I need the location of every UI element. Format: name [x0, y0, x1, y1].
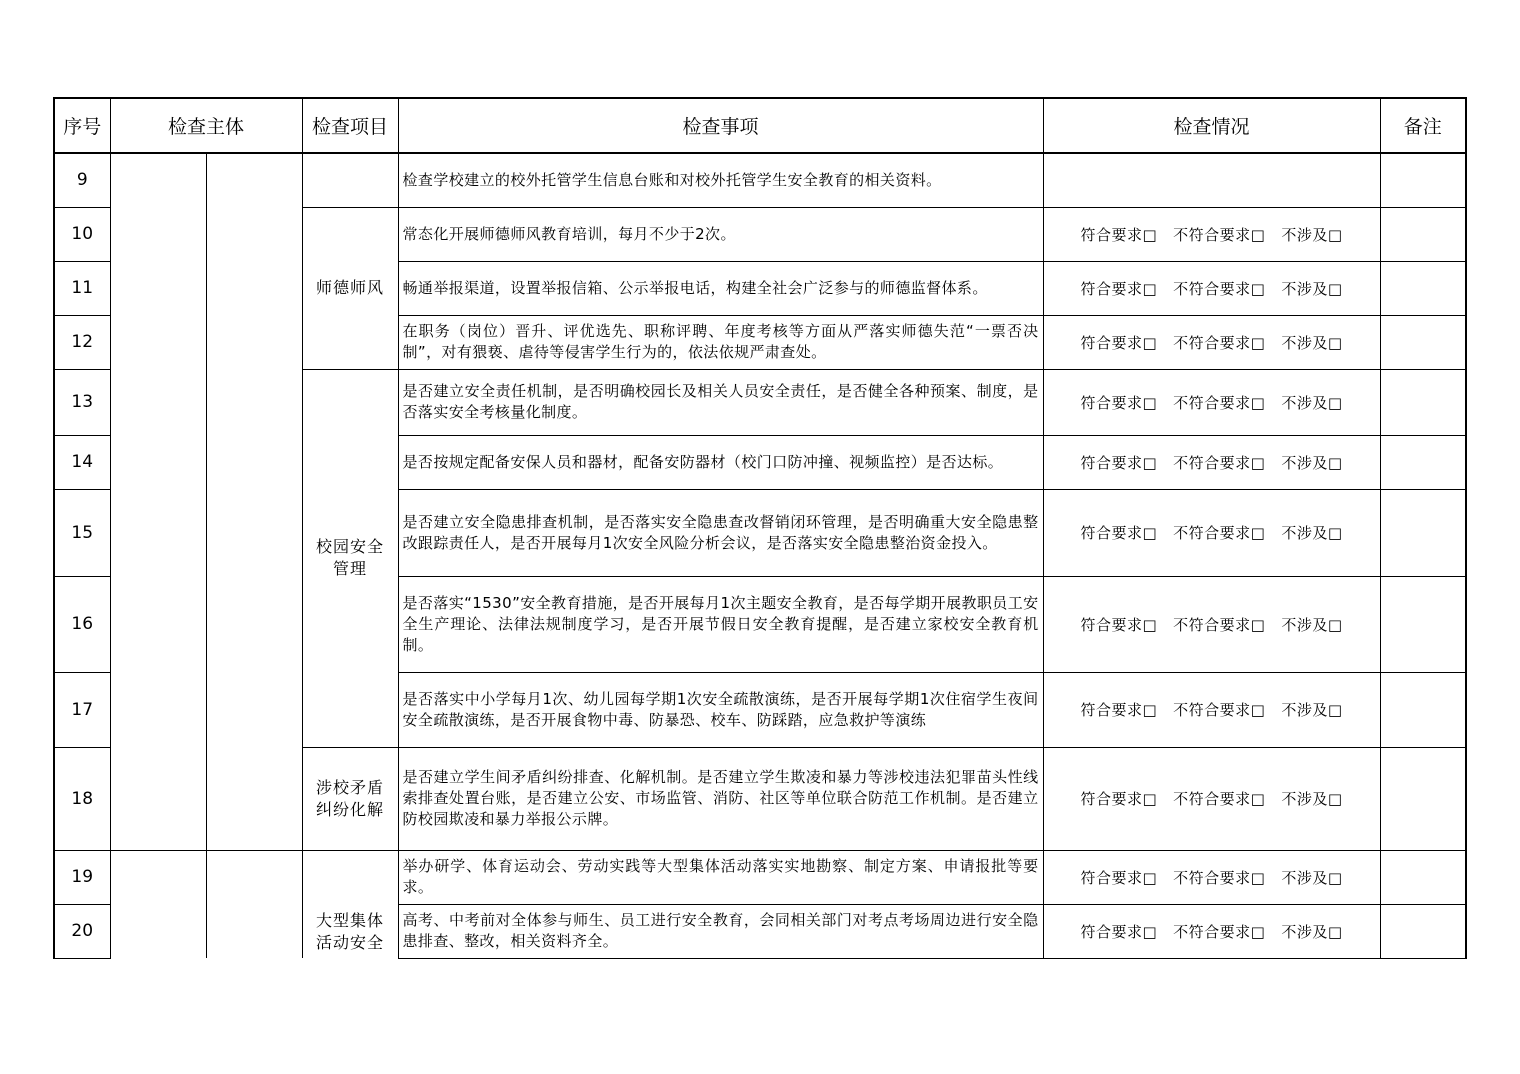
remark-cell	[1380, 369, 1466, 435]
status-not-ok-checkbox[interactable]: 不符合要求□	[1173, 701, 1266, 719]
status-cell	[1043, 576, 1380, 672]
table-row	[54, 153, 1466, 207]
header-matter: 检查事项	[398, 98, 1043, 153]
status-not-ok-checkbox[interactable]: 不符合要求□	[1173, 393, 1266, 412]
status-cell	[1043, 369, 1380, 435]
remark-cell	[1380, 315, 1466, 369]
group-campus-safety-label: 校园安全管理	[316, 537, 385, 578]
row-number: 20	[54, 904, 110, 958]
group-large-activity-label: 大型集体活动安全	[316, 911, 385, 952]
group-dispute-label: 涉校矛盾纠纷化解	[316, 777, 385, 819]
remark-cell	[1380, 904, 1466, 958]
status-na-checkbox[interactable]: 不涉及□	[1281, 225, 1343, 244]
status-cell-empty	[1043, 153, 1380, 207]
remark-cell	[1380, 850, 1466, 904]
status-ok-checkbox[interactable]: 符合要求□	[1080, 524, 1158, 542]
header-status: 检查情况	[1043, 98, 1380, 153]
header-item: 检查项目	[302, 98, 398, 153]
remark-cell	[1380, 207, 1466, 261]
matter-cell: 是否落实“1530”安全教育措施，是否开展每月1次主题安全教育，是否每学期开展教职员工安全生产理论、法律法规制度学习，是否开展节假日安全教育提醒，是否建立家校安全教育机制。	[398, 576, 1043, 672]
matter-cell: 是否建立安全责任机制，是否明确校园长及相关人员安全责任，是否健全各种预案、制度，是否落实安全考核量化制度。	[398, 369, 1043, 435]
status-not-ok-checkbox[interactable]: 不符合要求□	[1173, 868, 1266, 887]
group-teacher-ethics: 师德师风	[302, 207, 398, 369]
status-not-ok-checkbox[interactable]: 不符合要求□	[1173, 453, 1266, 472]
status-na-checkbox[interactable]: 不涉及□	[1281, 393, 1343, 412]
matter-cell: 是否建立安全隐患排查机制，是否落实安全隐患查改督销闭环管理，是否明确重大安全隐患整改跟踪责任人，是否开展每月1次安全风险分析会议，是否落实安全隐患整治资金投入。	[398, 489, 1043, 576]
status-cell	[1043, 261, 1380, 315]
status-ok-checkbox[interactable]: 符合要求□	[1080, 225, 1158, 244]
status-ok-checkbox[interactable]: 符合要求□	[1080, 615, 1158, 634]
status-na-checkbox[interactable]: 不涉及□	[1281, 615, 1343, 634]
subject-cell-a	[110, 153, 206, 850]
row-number: 12	[54, 315, 110, 369]
status-ok-checkbox[interactable]: 符合要求□	[1080, 868, 1158, 887]
inspection-table	[53, 97, 1467, 959]
status-not-ok-checkbox[interactable]: 不符合要求□	[1173, 225, 1266, 244]
status-ok-checkbox[interactable]: 符合要求□	[1080, 701, 1158, 719]
row-number: 18	[54, 747, 110, 850]
item-cell-empty	[302, 153, 398, 207]
status-cell	[1043, 315, 1380, 369]
status-na-checkbox[interactable]: 不涉及□	[1281, 922, 1343, 941]
status-na-checkbox[interactable]: 不涉及□	[1281, 524, 1343, 542]
header-remark: 备注	[1380, 98, 1466, 153]
remark-cell	[1380, 261, 1466, 315]
status-not-ok-checkbox[interactable]: 不符合要求□	[1173, 790, 1266, 808]
status-cell	[1043, 489, 1380, 576]
status-ok-checkbox[interactable]: 符合要求□	[1080, 279, 1158, 298]
table-row	[54, 850, 1466, 904]
matter-cell: 是否按规定配备安保人员和器材，配备安防器材（校门口防冲撞、视频监控）是否达标。	[398, 435, 1043, 489]
status-ok-checkbox[interactable]: 符合要求□	[1080, 393, 1158, 412]
status-cell	[1043, 672, 1380, 747]
row-number: 9	[54, 153, 110, 207]
matter-cell: 是否落实中小学每月1次、幼儿园每学期1次安全疏散演练，是否开展每学期1次住宿学生夜间安全疏散演练，是否开展食物中毒、防暴恐、校车、防踩踏，应急救护等演练	[398, 672, 1043, 747]
status-na-checkbox[interactable]: 不涉及□	[1281, 868, 1343, 887]
header-subject: 检查主体	[110, 98, 302, 153]
group-large-activity	[302, 850, 398, 958]
remark-cell	[1380, 153, 1466, 207]
status-cell	[1043, 435, 1380, 489]
matter-cell: 检查学校建立的校外托管学生信息台账和对校外托管学生安全教育的相关资料。	[398, 153, 1043, 207]
subject-cell-c	[110, 850, 206, 958]
status-not-ok-checkbox[interactable]: 不符合要求□	[1173, 615, 1266, 634]
status-not-ok-checkbox[interactable]: 不符合要求□	[1173, 279, 1266, 298]
status-na-checkbox[interactable]: 不涉及□	[1281, 333, 1343, 352]
status-ok-checkbox[interactable]: 符合要求□	[1080, 453, 1158, 472]
matter-cell: 举办研学、体育运动会、劳动实践等大型集体活动落实实地勘察、制定方案、申请报批等要求。	[398, 850, 1043, 904]
row-number: 11	[54, 261, 110, 315]
row-number: 13	[54, 369, 110, 435]
matter-cell: 畅通举报渠道，设置举报信箱、公示举报电话，构建全社会广泛参与的师德监督体系。	[398, 261, 1043, 315]
subject-cell-b	[206, 153, 302, 850]
matter-cell: 是否建立学生间矛盾纠纷排查、化解机制。是否建立学生欺凌和暴力等涉校违法犯罪苗头性线索排查处置台账，是否建立公安、市场监管、消防、社区等单位联合防范工作机制。是否建立防校园欺凌和暴力举报公示牌。	[398, 747, 1043, 850]
remark-cell	[1380, 489, 1466, 576]
row-number: 16	[54, 576, 110, 672]
status-na-checkbox[interactable]: 不涉及□	[1281, 453, 1343, 472]
status-na-checkbox[interactable]: 不涉及□	[1281, 790, 1343, 808]
status-cell	[1043, 207, 1380, 261]
status-na-checkbox[interactable]: 不涉及□	[1281, 701, 1343, 719]
status-not-ok-checkbox[interactable]: 不符合要求□	[1173, 922, 1266, 941]
matter-cell: 在职务（岗位）晋升、评优选先、职称评聘、年度考核等方面从严落实师德失范“一票否决制”，对有猥亵、虐待等侵害学生行为的，依法依规严肃查处。	[398, 315, 1043, 369]
row-number: 10	[54, 207, 110, 261]
remark-cell	[1380, 576, 1466, 672]
status-ok-checkbox[interactable]: 符合要求□	[1080, 922, 1158, 941]
group-campus-safety	[302, 369, 398, 747]
status-not-ok-checkbox[interactable]: 不符合要求□	[1173, 333, 1266, 352]
matter-cell: 高考、中考前对全体参与师生、员工进行安全教育，会同相关部门对考点考场周边进行安全隐患排查、整改，相关资料齐全。	[398, 904, 1043, 958]
remark-cell	[1380, 672, 1466, 747]
group-dispute	[302, 747, 398, 850]
matter-cell: 常态化开展师德师风教育培训，每月不少于2次。	[398, 207, 1043, 261]
status-cell	[1043, 747, 1380, 850]
status-cell	[1043, 850, 1380, 904]
header-no: 序号	[54, 98, 110, 153]
status-na-checkbox[interactable]: 不涉及□	[1281, 279, 1343, 298]
header-row	[54, 98, 1466, 153]
row-number: 14	[54, 435, 110, 489]
row-number: 17	[54, 672, 110, 747]
remark-cell	[1380, 435, 1466, 489]
subject-cell-d	[206, 850, 302, 958]
status-ok-checkbox[interactable]: 符合要求□	[1080, 333, 1158, 352]
status-cell	[1043, 904, 1380, 958]
remark-cell	[1380, 747, 1466, 850]
status-ok-checkbox[interactable]: 符合要求□	[1080, 790, 1158, 808]
row-number: 19	[54, 850, 110, 904]
row-number: 15	[54, 489, 110, 576]
status-not-ok-checkbox[interactable]: 不符合要求□	[1173, 524, 1266, 542]
